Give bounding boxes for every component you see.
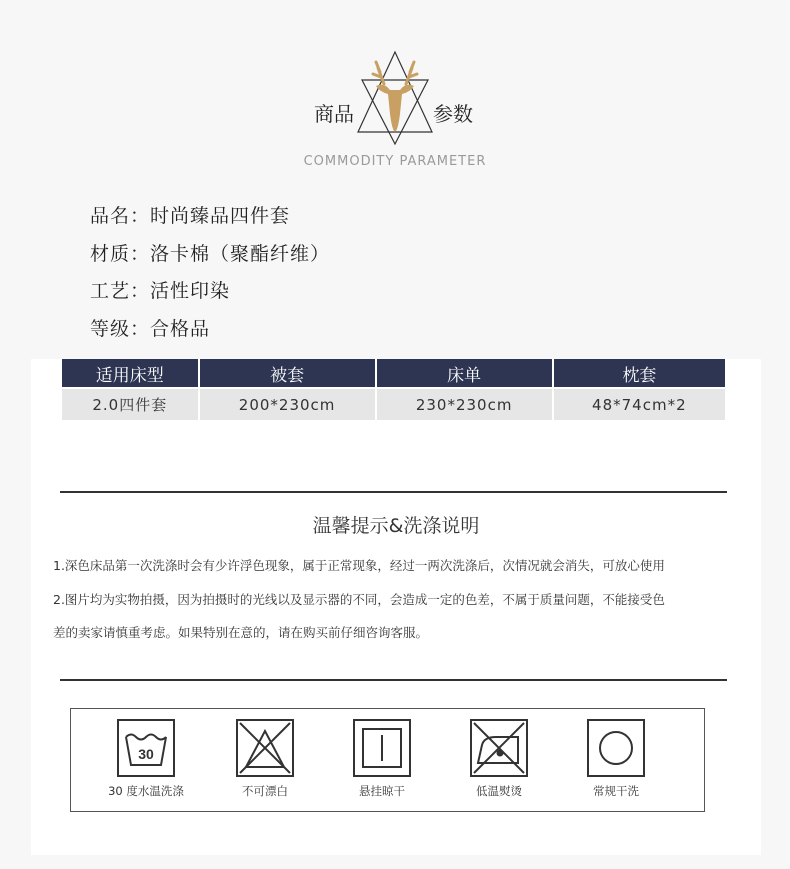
table-cell: 48*74cm*2 [554,387,725,420]
param-label: 工艺： [90,280,151,302]
size-spec-table [60,359,727,420]
param-row-grade [90,311,330,349]
param-value: 活性印染 [150,280,231,302]
table-header-cell: 被套 [200,359,375,387]
table-header-cell: 枕套 [554,359,725,387]
wash-30-icon [117,719,175,777]
param-value: 合格品 [150,317,211,340]
care-label: 30 度水温洗涤 [108,784,184,798]
notice-line: 差的卖家请慎重考虑。如果特别在意的，请在购买前仔细咨询客服。 [53,625,429,640]
notice-line: 2.图片均为实物拍摄，因为拍摄时的光线以及显示器的不同，会造成一定的色差，不属于质量问题，不能接受色 [53,591,665,607]
low-iron-icon [470,719,528,777]
param-label: 等级： [90,317,151,340]
table-header-cell: 床单 [377,359,552,387]
param-value: 时尚臻品四件套 [150,205,291,227]
header-subtitle: COMMODITY PARAMETER [303,154,487,169]
param-row-craft [90,273,330,311]
care-label: 低温熨烫 [476,784,522,798]
care-item-dry [327,719,437,799]
care-instructions [70,708,705,812]
divider [60,491,727,493]
table-row [62,387,725,420]
param-value: 洛卡棉（聚酯纤维） [150,242,331,265]
dry-clean-icon [587,719,645,777]
divider [60,679,727,681]
param-row-name [90,198,330,236]
param-label: 材质： [90,242,151,265]
table-header-row [62,359,725,387]
notice-text [53,549,743,650]
care-label: 不可漂白 [242,784,288,798]
header-title-left: 商品 [314,102,354,126]
header-title-right: 参数 [433,102,473,126]
care-item-dryclean [561,719,671,799]
notice-line: 1.深色床品第一次洗涤时会有少许浮色现象，属于正常现象，经过一两次洗涤后，次情况就会消失，可放心使用 [53,558,665,573]
param-row-material [90,236,330,274]
care-item-iron [444,719,554,799]
care-item-wash [91,719,201,799]
care-item-bleach [210,719,320,799]
care-label: 常规干洗 [593,784,639,798]
param-label: 品名： [90,205,151,227]
table-header-cell: 适用床型 [62,359,198,387]
wash-temperature: 30 [138,746,154,762]
hang-dry-icon [353,719,411,777]
product-params [90,198,330,348]
notice-title: 温馨提示&洗涤说明 [312,515,480,537]
table-cell: 200*230cm [200,387,375,420]
care-label: 悬挂晾干 [359,784,405,798]
no-bleach-icon [236,719,294,777]
table-cell: 2.0四件套 [62,387,198,420]
details-card [31,359,761,855]
header [0,0,790,190]
table-cell: 230*230cm [377,387,552,420]
